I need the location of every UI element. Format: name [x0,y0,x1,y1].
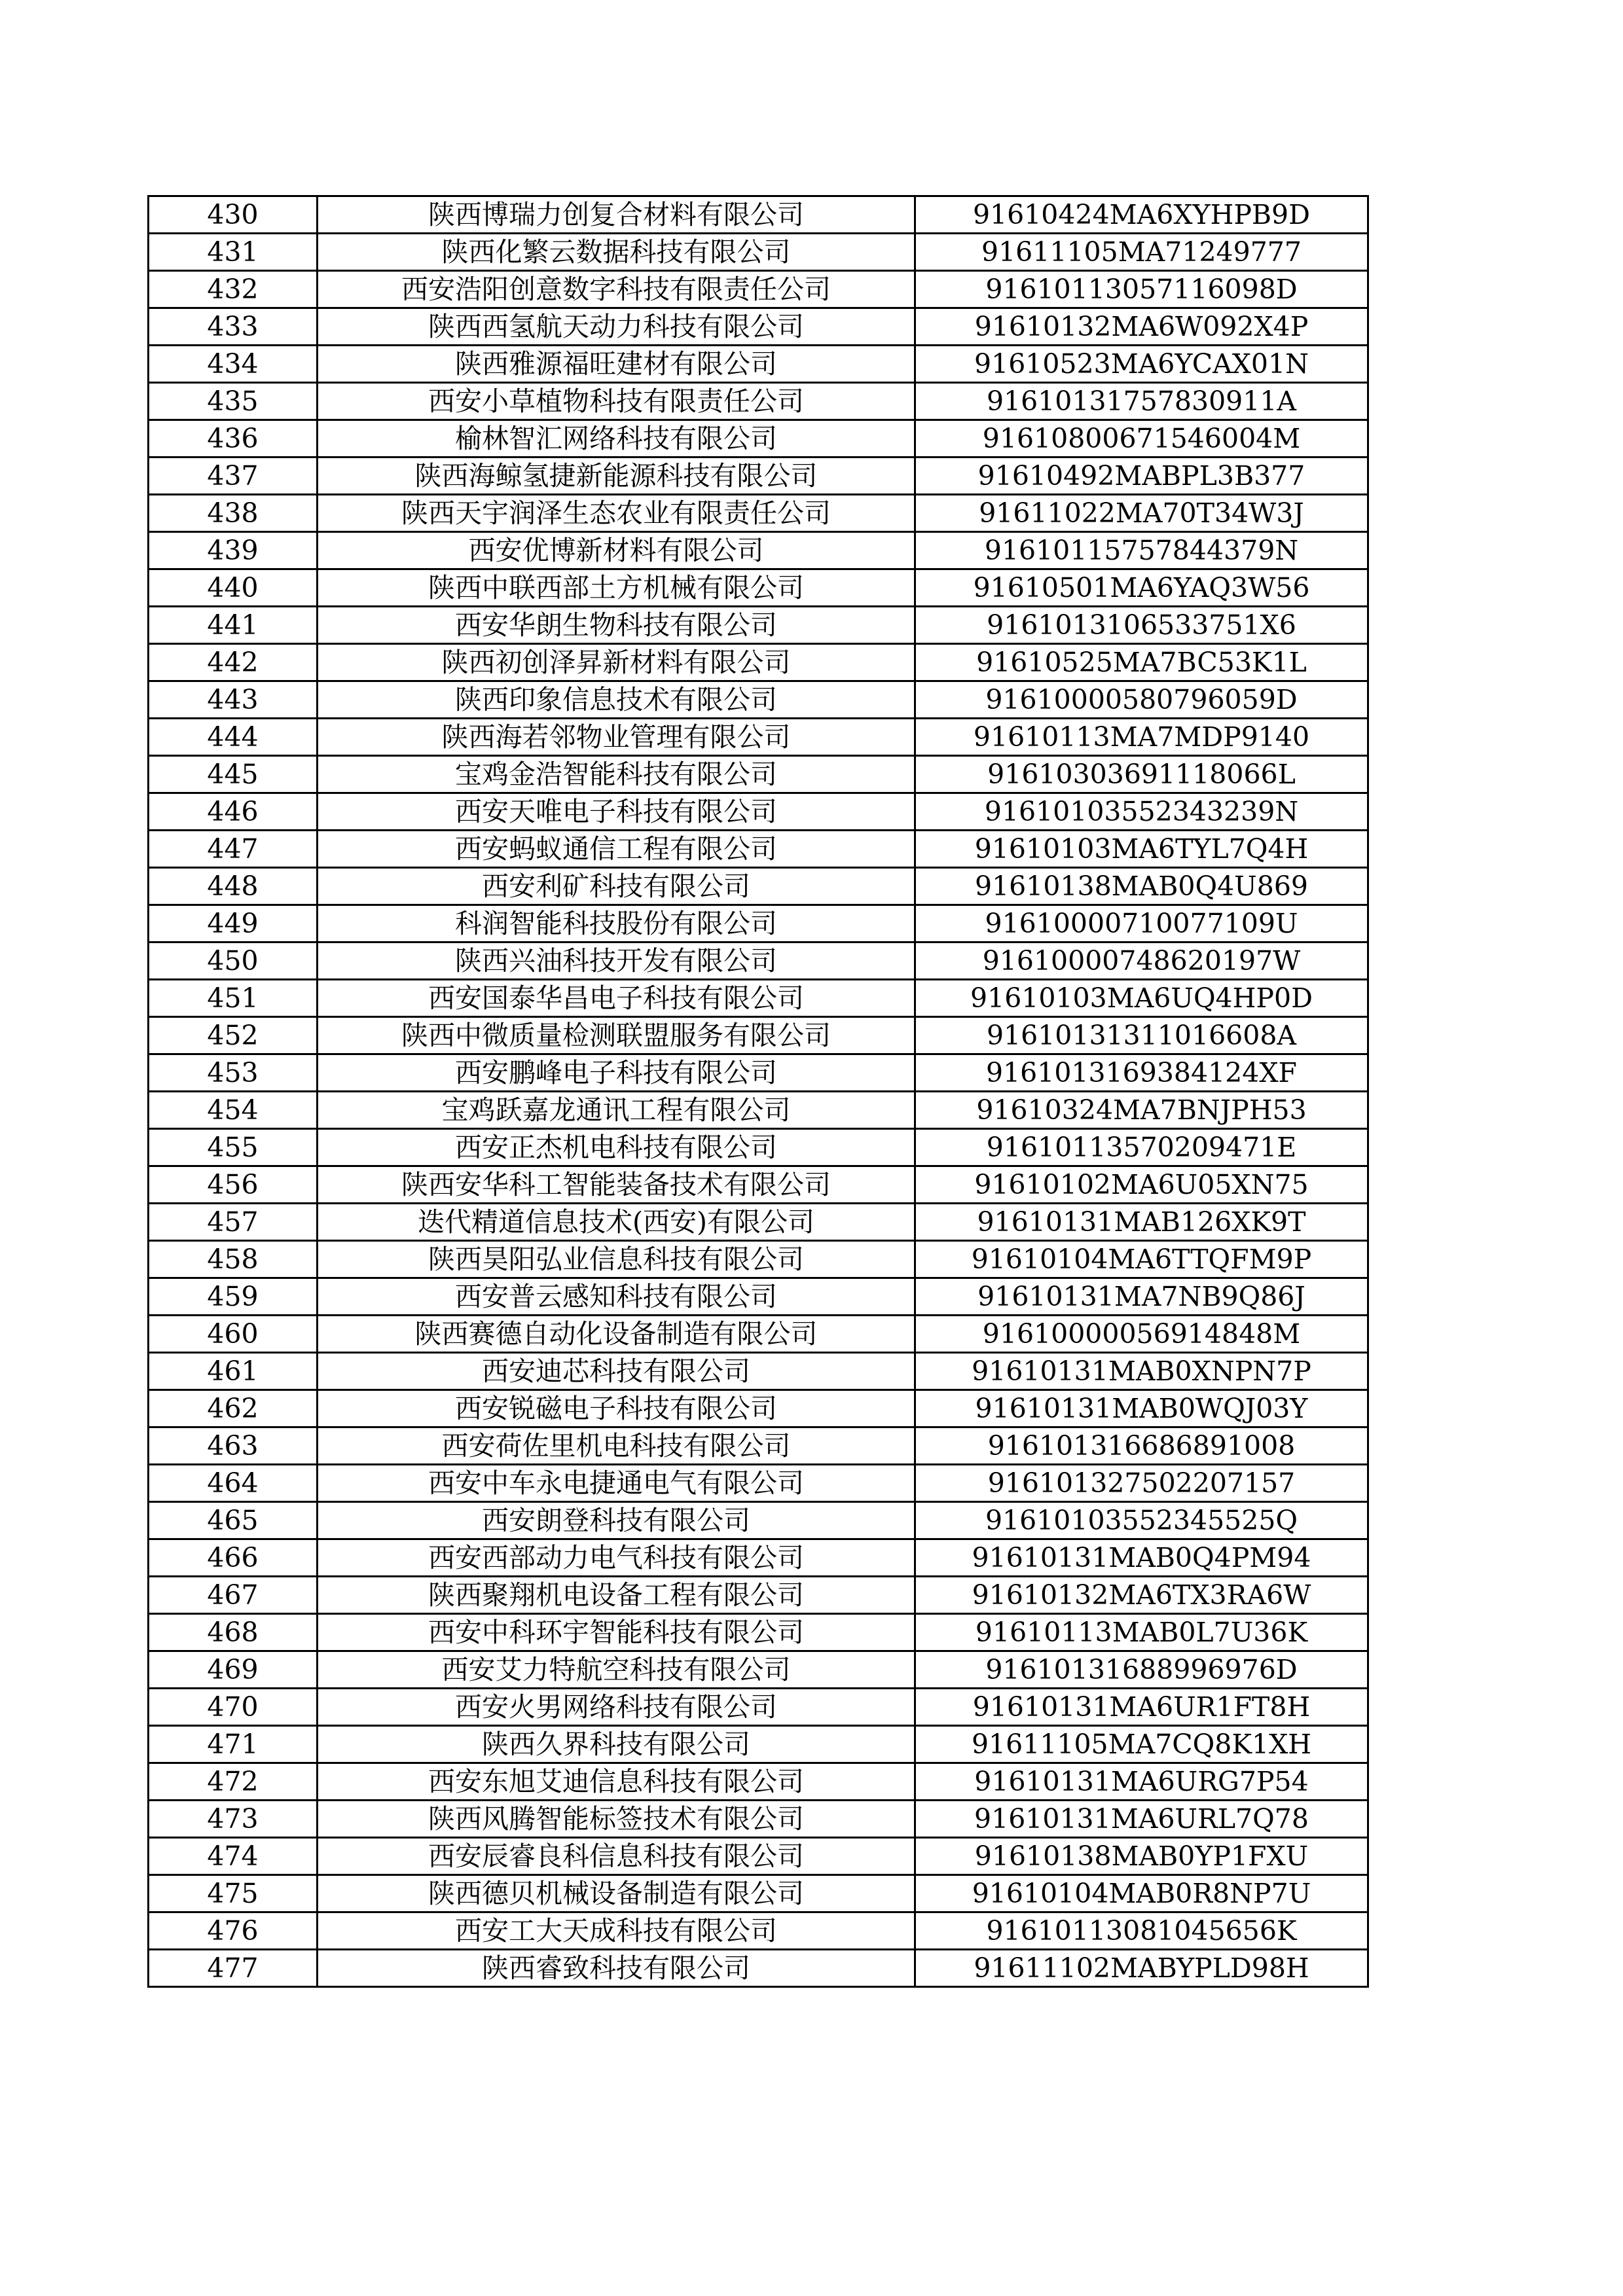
credit-code-cell: 91610131MA6URL7Q78 [915,1801,1368,1838]
credit-code-cell: 91610103MA6UQ4HP0D [915,980,1368,1017]
credit-code-cell: 91610102MA6U05XN75 [915,1166,1368,1204]
credit-code-cell: 9161013106533751X6 [915,607,1368,644]
table-row [149,346,1368,383]
table-row [149,719,1368,756]
row-index-cell: 447 [149,831,318,868]
company-name-cell: 陕西德贝机械设备制造有限公司 [318,1875,915,1912]
credit-code-cell: 91610115757844379N [915,532,1368,569]
credit-code-cell: 91610131688996976D [915,1651,1368,1689]
company-name-cell: 西安国泰华昌电子科技有限公司 [318,980,915,1017]
table-row [149,1614,1368,1651]
credit-code-cell: 91610104MA6TTQFM9P [915,1241,1368,1278]
credit-code-cell: 91610113057116098D [915,271,1368,308]
company-name-cell: 西安中车永电捷通电气有限公司 [318,1465,915,1502]
row-index-cell: 432 [149,271,318,308]
row-index-cell: 451 [149,980,318,1017]
company-list-table [147,195,1369,1988]
document-page [147,195,1367,1988]
credit-code-cell: 91610501MA6YAQ3W56 [915,569,1368,607]
row-index-cell: 473 [149,1801,318,1838]
company-name-cell: 西安华朗生物科技有限公司 [318,607,915,644]
company-name-cell: 陕西海若邻物业管理有限公司 [318,719,915,756]
credit-code-cell: 91610113081045656K [915,1912,1368,1950]
table-row [149,681,1368,719]
company-name-cell: 西安正杰机电科技有限公司 [318,1129,915,1166]
company-name-cell: 西安辰睿良科信息科技有限公司 [318,1838,915,1875]
row-index-cell: 435 [149,383,318,420]
table-row [149,1204,1368,1241]
company-name-cell: 陕西赛德自动化设备制造有限公司 [318,1316,915,1353]
credit-code-cell: 91610800671546004M [915,420,1368,457]
row-index-cell: 471 [149,1726,318,1763]
row-index-cell: 444 [149,719,318,756]
table-row [149,1241,1368,1278]
table-row [149,1838,1368,1875]
credit-code-cell: 91611105MA71249777 [915,234,1368,271]
row-index-cell: 454 [149,1092,318,1129]
row-index-cell: 431 [149,234,318,271]
row-index-cell: 470 [149,1689,318,1726]
company-name-cell: 陕西中微质量检测联盟服务有限公司 [318,1017,915,1054]
company-name-cell: 宝鸡金浩智能科技有限公司 [318,756,915,793]
company-name-cell: 西安鹏峰电子科技有限公司 [318,1054,915,1092]
table-row [149,1278,1368,1316]
credit-code-cell: 9161013169384124XF [915,1054,1368,1092]
table-row [149,1689,1368,1726]
row-index-cell: 440 [149,569,318,607]
company-name-cell: 西安东旭艾迪信息科技有限公司 [318,1763,915,1801]
company-name-cell: 陕西初创泽昇新材料有限公司 [318,644,915,681]
table-row [149,457,1368,495]
table-row [149,1577,1368,1614]
credit-code-cell: 91610523MA6YCAX01N [915,346,1368,383]
company-name-cell: 西安锐磁电子科技有限公司 [318,1390,915,1427]
table-row [149,495,1368,532]
row-index-cell: 456 [149,1166,318,1204]
table-row [149,980,1368,1017]
credit-code-cell: 91610104MAB0R8NP7U [915,1875,1368,1912]
table-row [149,420,1368,457]
row-index-cell: 467 [149,1577,318,1614]
company-name-cell: 陕西海鲸氢捷新能源科技有限公司 [318,457,915,495]
row-index-cell: 445 [149,756,318,793]
table-row [149,793,1368,831]
credit-code-cell: 91610138MAB0YP1FXU [915,1838,1368,1875]
table-row [149,868,1368,905]
table-row [149,1950,1368,1987]
credit-code-cell: 91610132MA6W092X4P [915,308,1368,346]
table-row [149,1465,1368,1502]
company-name-cell: 陕西博瑞力创复合材料有限公司 [318,196,915,234]
company-name-cell: 西安火男网络科技有限公司 [318,1689,915,1726]
row-index-cell: 437 [149,457,318,495]
company-name-cell: 陕西睿致科技有限公司 [318,1950,915,1987]
row-index-cell: 459 [149,1278,318,1316]
credit-code-cell: 91610131MA6UR1FT8H [915,1689,1368,1726]
company-name-cell: 陕西化繁云数据科技有限公司 [318,234,915,271]
table-row [149,1801,1368,1838]
credit-code-cell: 91611102MABYPLD98H [915,1950,1368,1987]
table-row [149,196,1368,234]
row-index-cell: 477 [149,1950,318,1987]
credit-code-cell: 91610103MA6TYL7Q4H [915,831,1368,868]
company-name-cell: 西安利矿科技有限公司 [318,868,915,905]
table-row [149,308,1368,346]
company-name-cell: 西安小草植物科技有限责任公司 [318,383,915,420]
credit-code-cell: 91610000056914848M [915,1316,1368,1353]
table-row [149,1353,1368,1390]
table-row [149,905,1368,942]
company-name-cell: 西安天唯电子科技有限公司 [318,793,915,831]
row-index-cell: 441 [149,607,318,644]
credit-code-cell: 91610000580796059D [915,681,1368,719]
credit-code-cell: 91610131757830911A [915,383,1368,420]
row-index-cell: 469 [149,1651,318,1689]
credit-code-cell: 91610132MA6TX3RA6W [915,1577,1368,1614]
company-name-cell: 西安迪芯科技有限公司 [318,1353,915,1390]
row-index-cell: 466 [149,1539,318,1577]
row-index-cell: 458 [149,1241,318,1278]
credit-code-cell: 916101327502207157 [915,1465,1368,1502]
company-name-cell: 西安普云感知科技有限公司 [318,1278,915,1316]
row-index-cell: 452 [149,1017,318,1054]
company-name-cell: 陕西兴油科技开发有限公司 [318,942,915,980]
row-index-cell: 463 [149,1427,318,1465]
credit-code-cell: 91610131MAB126XK9T [915,1204,1368,1241]
credit-code-cell: 91610525MA7BC53K1L [915,644,1368,681]
table-row [149,1726,1368,1763]
company-name-cell: 陕西安华科工智能装备技术有限公司 [318,1166,915,1204]
table-row [149,831,1368,868]
row-index-cell: 448 [149,868,318,905]
row-index-cell: 476 [149,1912,318,1950]
row-index-cell: 430 [149,196,318,234]
table-row [149,271,1368,308]
row-index-cell: 433 [149,308,318,346]
credit-code-cell: 91610113MA7MDP9140 [915,719,1368,756]
row-index-cell: 442 [149,644,318,681]
credit-code-cell: 91610113MAB0L7U36K [915,1614,1368,1651]
row-index-cell: 474 [149,1838,318,1875]
table-row [149,1092,1368,1129]
table-row [149,1017,1368,1054]
credit-code-cell: 91610131311016608A [915,1017,1368,1054]
company-name-cell: 西安工大天成科技有限公司 [318,1912,915,1950]
credit-code-cell: 91610131MA7NB9Q86J [915,1278,1368,1316]
table-row [149,942,1368,980]
company-name-cell: 迭代精道信息技术(西安)有限公司 [318,1204,915,1241]
table-row [149,1316,1368,1353]
credit-code-cell: 91610303691118066L [915,756,1368,793]
company-name-cell: 西安西部动力电气科技有限公司 [318,1539,915,1577]
row-index-cell: 436 [149,420,318,457]
table-row [149,1166,1368,1204]
credit-code-cell: 91610103552345525Q [915,1502,1368,1539]
table-row [149,1763,1368,1801]
table-row [149,1912,1368,1950]
company-name-cell: 西安优博新材料有限公司 [318,532,915,569]
company-name-cell: 西安荷佐里机电科技有限公司 [318,1427,915,1465]
credit-code-cell: 916101316686891008 [915,1427,1368,1465]
row-index-cell: 439 [149,532,318,569]
table-row [149,383,1368,420]
company-name-cell: 陕西西氢航天动力科技有限公司 [318,308,915,346]
table-row [149,1390,1368,1427]
credit-code-cell: 91610113570209471E [915,1129,1368,1166]
table-row [149,1502,1368,1539]
row-index-cell: 462 [149,1390,318,1427]
credit-code-cell: 91610103552343239N [915,793,1368,831]
company-name-cell: 西安蚂蚁通信工程有限公司 [318,831,915,868]
row-index-cell: 446 [149,793,318,831]
table-row [149,234,1368,271]
row-index-cell: 450 [149,942,318,980]
company-name-cell: 西安中科环宇智能科技有限公司 [318,1614,915,1651]
credit-code-cell: 91610131MAB0Q4PM94 [915,1539,1368,1577]
company-name-cell: 西安朗登科技有限公司 [318,1502,915,1539]
row-index-cell: 468 [149,1614,318,1651]
company-name-cell: 榆林智汇网络科技有限公司 [318,420,915,457]
table-row [149,1875,1368,1912]
company-name-cell: 科润智能科技股份有限公司 [318,905,915,942]
table-row [149,644,1368,681]
row-index-cell: 449 [149,905,318,942]
row-index-cell: 443 [149,681,318,719]
row-index-cell: 472 [149,1763,318,1801]
table-row [149,756,1368,793]
credit-code-cell: 91610492MABPL3B377 [915,457,1368,495]
company-name-cell: 宝鸡跃嘉龙通讯工程有限公司 [318,1092,915,1129]
table-row [149,1054,1368,1092]
table-row [149,607,1368,644]
row-index-cell: 475 [149,1875,318,1912]
credit-code-cell: 91610131MA6URG7P54 [915,1763,1368,1801]
row-index-cell: 455 [149,1129,318,1166]
company-name-cell: 陕西风腾智能标签技术有限公司 [318,1801,915,1838]
credit-code-cell: 91610324MA7BNJPH53 [915,1092,1368,1129]
credit-code-cell: 91610131MAB0XNPN7P [915,1353,1368,1390]
table-body [149,196,1368,1987]
table-row [149,1539,1368,1577]
row-index-cell: 461 [149,1353,318,1390]
company-name-cell: 陕西印象信息技术有限公司 [318,681,915,719]
company-name-cell: 陕西中联西部土方机械有限公司 [318,569,915,607]
table-row [149,532,1368,569]
company-name-cell: 西安艾力特航空科技有限公司 [318,1651,915,1689]
row-index-cell: 438 [149,495,318,532]
company-name-cell: 陕西天宇润泽生态农业有限责任公司 [318,495,915,532]
row-index-cell: 460 [149,1316,318,1353]
credit-code-cell: 91610424MA6XYHPB9D [915,196,1368,234]
company-name-cell: 西安浩阳创意数字科技有限责任公司 [318,271,915,308]
row-index-cell: 457 [149,1204,318,1241]
company-name-cell: 陕西昊阳弘业信息科技有限公司 [318,1241,915,1278]
table-row [149,1651,1368,1689]
credit-code-cell: 91610138MAB0Q4U869 [915,868,1368,905]
credit-code-cell: 91611022MA70T34W3J [915,495,1368,532]
row-index-cell: 465 [149,1502,318,1539]
table-row [149,1129,1368,1166]
row-index-cell: 453 [149,1054,318,1092]
credit-code-cell: 91611105MA7CQ8K1XH [915,1726,1368,1763]
credit-code-cell: 91610000748620197W [915,942,1368,980]
table-row [149,569,1368,607]
company-name-cell: 陕西雅源福旺建材有限公司 [318,346,915,383]
table-row [149,1427,1368,1465]
credit-code-cell: 91610000710077109U [915,905,1368,942]
row-index-cell: 464 [149,1465,318,1502]
row-index-cell: 434 [149,346,318,383]
credit-code-cell: 91610131MAB0WQJ03Y [915,1390,1368,1427]
company-name-cell: 陕西聚翔机电设备工程有限公司 [318,1577,915,1614]
company-name-cell: 陕西久界科技有限公司 [318,1726,915,1763]
